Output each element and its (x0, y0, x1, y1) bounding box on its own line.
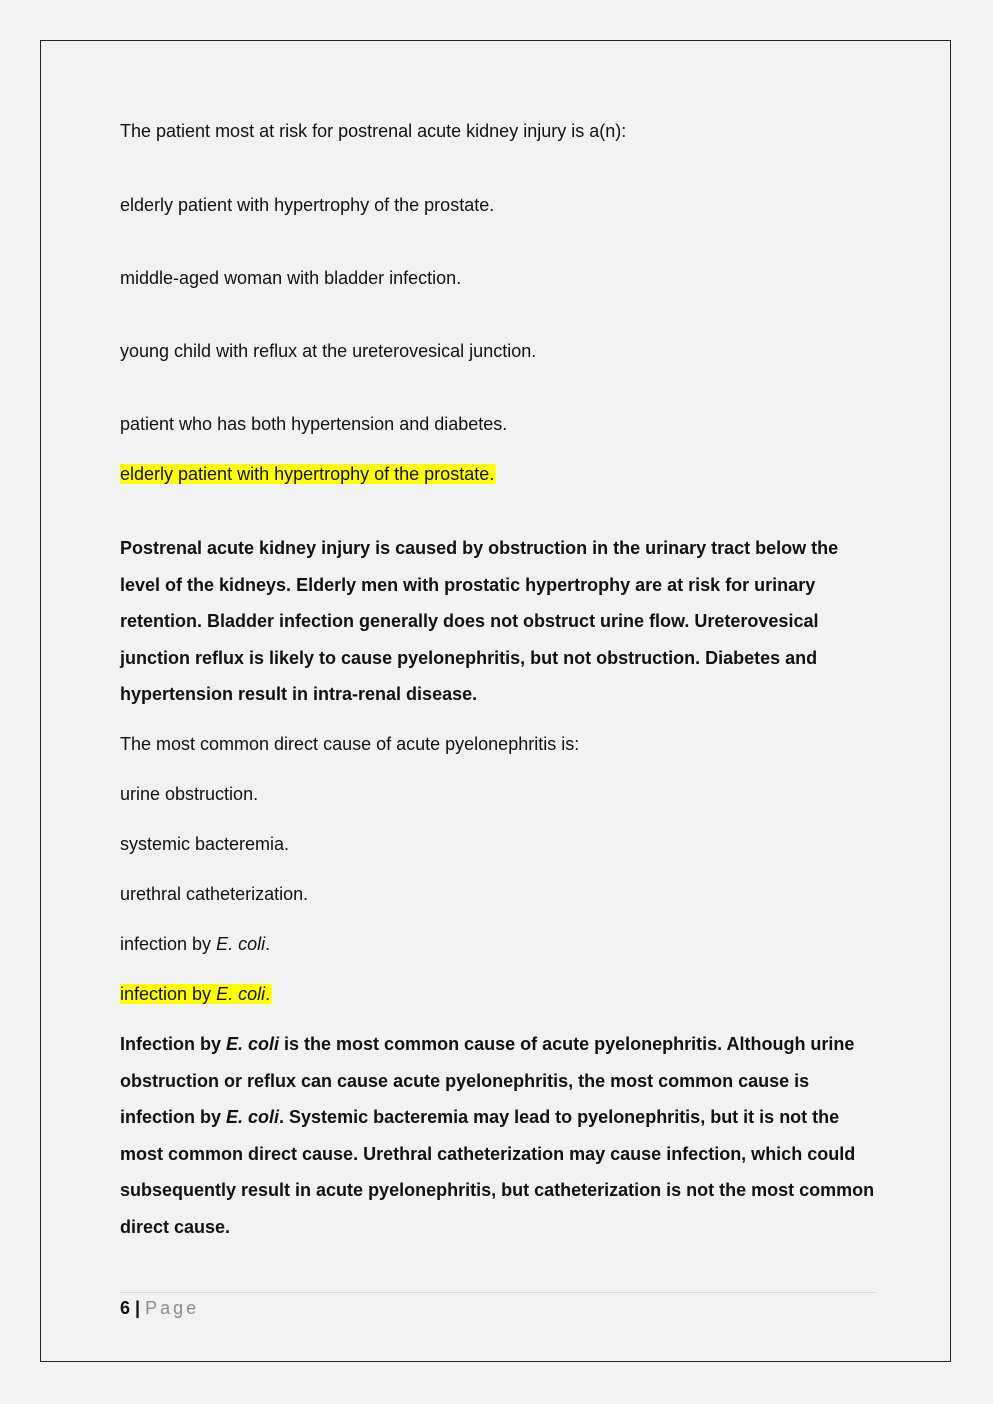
question-2-explanation (120, 1026, 876, 1245)
question-1-explanation: Postrenal acute kidney injury is caused by obstruction in the urinary tract below the level of the kidneys. Elderly men with prostatic hypertrophy are at risk for urinary retention. Bladder infection generally does not obstruct urine flow. Ureterovesical junction reflux is likely to cause pyelonephritis, but not obstruction. Diabetes and hypertension result in intra-renal disease. (120, 538, 839, 704)
question-2-answer-highlight (120, 984, 271, 1004)
question-1-option-a: elderly patient with hypertrophy of the prostate. (120, 195, 495, 215)
question-1-option-b: middle-aged woman with bladder infection. (120, 268, 462, 288)
question-2-option-a: urine obstruction. (120, 784, 259, 804)
question-2-text: The most common direct cause of acute pyelonephritis is: (120, 734, 580, 754)
question-1-option-d: patient who has both hypertension and diabetes. (120, 414, 508, 434)
answer-organism: E. coli (216, 984, 266, 1004)
footer-divider (120, 1292, 875, 1293)
question-2-option-d (120, 933, 270, 955)
page-label: Page (145, 1298, 200, 1318)
page-footer (120, 1297, 199, 1319)
explanation-organism: E. coli (226, 1034, 280, 1054)
answer-suffix: . (265, 984, 271, 1004)
question-1-answer (120, 463, 495, 485)
question-1-text: The patient most at risk for postrenal acute kidney injury is a(n): (120, 121, 627, 141)
explanation-part: Infection by (120, 1034, 227, 1054)
question-2-option-b: systemic bacteremia. (120, 834, 290, 854)
option-d-prefix: infection by (120, 934, 217, 954)
option-d-suffix: . (265, 934, 271, 954)
explanation-part: is the most common cause of acute pyelonephritis. Although urine obstruction or reflux can cause acute pyelonephritis, the most common cause is infection by (120, 1034, 855, 1127)
page-number: 6 (120, 1298, 131, 1318)
question-1-option-c: young child with reflux at the ureterovesical junction. (120, 341, 537, 361)
footer-separator: | (135, 1298, 141, 1318)
question-1-answer-highlight: elderly patient with hypertrophy of the prostate. (120, 464, 495, 484)
explanation-organism: E. coli (226, 1107, 280, 1127)
option-d-organism: E. coli (216, 934, 266, 954)
answer-prefix: infection by (120, 984, 217, 1004)
question-2-option-c: urethral catheterization. (120, 884, 309, 904)
question-2-answer (120, 983, 271, 1005)
explanation-part: . Systemic bacteremia may lead to pyelonephritis, but it is not the most common direct cause. Urethral catheterization may cause infection, which could subsequently result in acute pyelonephritis, but catheterization is not the most common direct cause. (120, 1107, 875, 1237)
